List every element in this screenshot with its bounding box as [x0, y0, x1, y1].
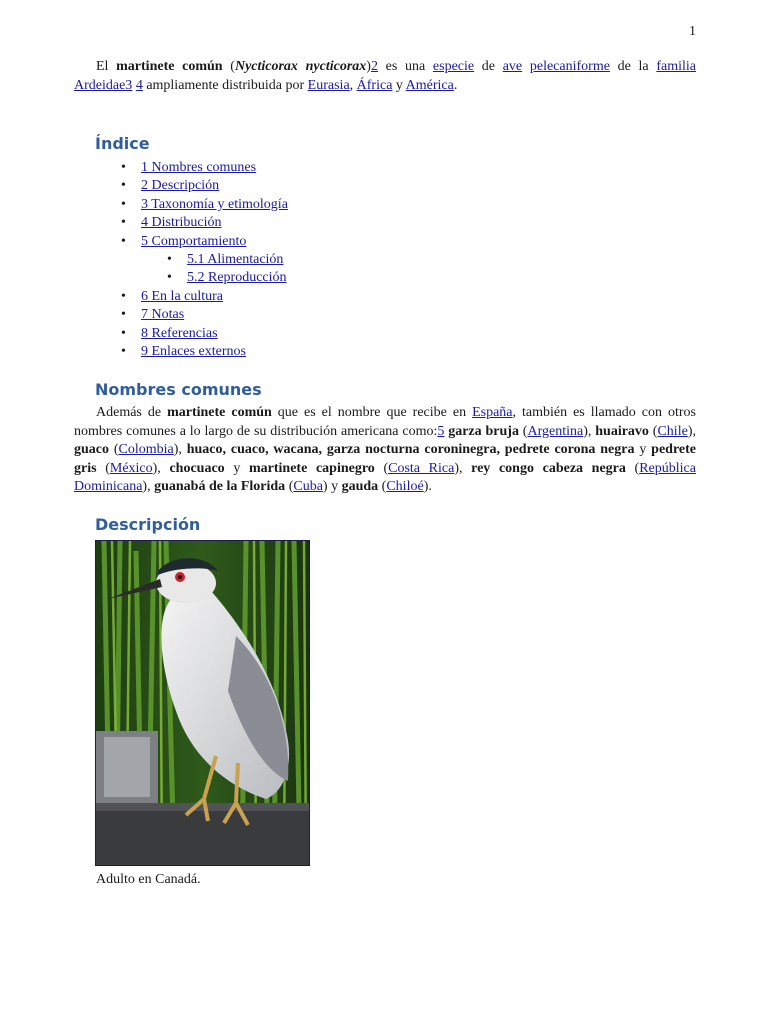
toc-link-comportamiento[interactable]: 5 Comportamiento [141, 233, 247, 249]
page-number: 1 [689, 24, 696, 39]
chiloe-link[interactable]: Chiloé [386, 479, 424, 495]
common-name-bold: martinete común [116, 59, 223, 74]
toc-link-distribucion[interactable]: 4 Distribución [141, 215, 222, 231]
chile-link[interactable]: Chile [657, 423, 688, 439]
republica-dominicana-link[interactable]: República Dominicana [74, 460, 696, 495]
familia-link[interactable]: familia [656, 59, 696, 74]
scientific-name: Nycticorax nycticorax [234, 59, 367, 74]
argentina-link[interactable]: Argentina [527, 423, 584, 439]
toc-link-enlaces-externos[interactable]: 9 Enlaces externos [141, 344, 246, 360]
toc-link-cultura[interactable]: 6 En la cultura [141, 288, 224, 304]
toc-link-taxonomia[interactable]: 3 Taxonomía y etimología [141, 196, 288, 212]
toc-item [95, 214, 288, 232]
toc-link-nombres-comunes[interactable]: 1 Nombres comunes [141, 160, 257, 175]
ave-link[interactable]: ave [502, 59, 523, 74]
heron-photo [95, 540, 310, 866]
ref-2-link[interactable]: 2 [370, 59, 378, 74]
eurasia-link[interactable]: Eurasia [307, 77, 350, 93]
mexico-link[interactable]: México [109, 460, 153, 476]
africa-link[interactable]: África [356, 77, 393, 93]
toc-link-descripcion[interactable]: 2 Descripción [141, 178, 220, 194]
toc-item [95, 159, 288, 177]
ref-5-link[interactable]: 5 [437, 423, 445, 439]
cuba-link[interactable]: Cuba [293, 479, 323, 495]
nombres-comunes-paragraph: Además de martinete común que es el nombre que recibe en España, también es llamado con otros nombres comunes a lo largo de su distribución americana como:5 garza bruja (Argentina), huairavo (Chile), guaco (Colombia), huaco, cuaco, wacana, garza nocturna coroninegra, pedrete corona negra y pedrete gris (México), chocuaco y martinete capinegro (Costa Rica), rey congo cabeza negra (República Dominicana), guanabá de la Florida (Cuba) y gauda (Chiloé). [74, 405, 696, 495]
toc-item [95, 233, 288, 251]
nombres-comunes-heading: Nombres comunes [95, 380, 262, 399]
toc-link-notas[interactable]: 7 Notas [141, 307, 185, 323]
toc-heading: Índice [95, 134, 150, 153]
photo-caption: Adulto en Canadá. [96, 872, 201, 887]
costa-rica-link[interactable]: Costa Rica [388, 460, 455, 476]
toc-item [95, 343, 288, 361]
toc-item [95, 306, 288, 324]
toc-subitem [95, 251, 288, 269]
ref-4-link[interactable]: 4 [135, 77, 143, 93]
toc-item [95, 325, 288, 343]
descripcion-heading: Descripción [95, 515, 201, 534]
intro-paragraph: El martinete común (Nycticorax nycticorax)2 es una especie de ave pelecaniforme de la familia Ardeidae3 4 ampliamente distribuida por Eurasia, África y América. [74, 59, 696, 93]
toc-link-alimentacion[interactable]: 5.1 Alimentación [187, 252, 284, 268]
america-link[interactable]: América [405, 77, 454, 93]
especie-link[interactable]: especie [432, 59, 475, 74]
toc-subitem [95, 269, 288, 287]
toc-item [95, 196, 288, 214]
toc-item [95, 288, 288, 306]
toc-link-reproduccion[interactable]: 5.2 Reproducción [187, 270, 287, 286]
pelecaniforme-link[interactable]: pelecaniforme [529, 59, 610, 74]
ardeidae-link[interactable]: Ardeidae3 [74, 77, 133, 93]
toc-link-referencias[interactable]: 8 Referencias [141, 325, 218, 341]
espana-link[interactable]: España [472, 405, 513, 420]
table-of-contents [95, 159, 288, 361]
colombia-link[interactable]: Colombia [118, 442, 174, 458]
toc-item [95, 177, 288, 195]
